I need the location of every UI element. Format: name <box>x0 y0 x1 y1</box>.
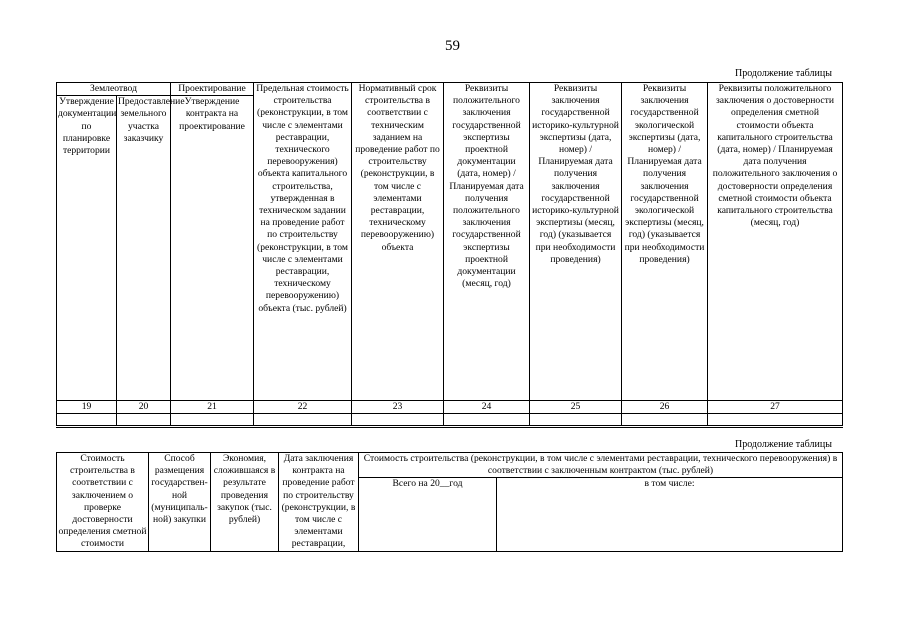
main-table <box>56 82 843 426</box>
second-table <box>56 452 843 552</box>
header-land-allocation: Землеотвод <box>57 83 171 96</box>
column-number: 20 <box>117 401 171 414</box>
header-state-expertise: Реквизиты положительного заключения государственной экспертизы проектной документации (дата, номер) / Планируемая дата получения положительного заключения государственной экспертизы проектной документации (месяц, год) <box>444 83 530 401</box>
table-cell <box>530 414 622 426</box>
header-max-cost: Предельная стоимость строительства (реконструкции, в том числе с элементами реставрации, технического перевооружения) объекта капитального строительства, утвержденная в техническом задании на проведение работ по строительству (реконструкции, в том числе с элементами реставрации, техническому перевооружению) объекта (тыс. рублей) <box>254 83 352 401</box>
table-cell <box>254 414 352 426</box>
table-cell <box>57 414 117 426</box>
header-cost-check: Стоимость строительства в соответствии с заключением о проверке достоверности определения сметной стоимости <box>57 453 149 552</box>
table-bottom-rule <box>56 427 843 428</box>
column-number: 26 <box>622 401 708 414</box>
table-cell <box>352 414 444 426</box>
table-cell <box>171 414 254 426</box>
header-cost-reliability: Реквизиты положительного заключения о достоверности определения сметной стоимости объекта капитального строительства (дата, номер) / Планируемая дата получения положительного заключения о достоверности определения сметной стоимости объекта капитального строительства (месяц, год) <box>708 83 843 401</box>
column-number: 19 <box>57 401 117 414</box>
header-design: Проектирование <box>171 83 254 96</box>
header-historical-expertise: Реквизиты заключения государственной историко-культурной экспертизы (дата, номер) / Планируемая дата получения заключения государственной историко-культурной экспертизы (месяц, год) (указывается при необходимости проведения) <box>530 83 622 401</box>
table-cell <box>622 414 708 426</box>
column-number: 23 <box>352 401 444 414</box>
header-contract-cost: Стоимость строительства (реконструкции, в том числе с элементами реставрации, технического перевооружения) в соответствии с заключенным контрактом (тыс. рублей) <box>359 453 843 478</box>
header-ecological-expertise: Реквизиты заключения государственной экологической экспертизы (дата, номер) / Планируемая дата получения заключения государственной экологической экспертизы (месяц, год) (указывается при необходимости проведения) <box>622 83 708 401</box>
table-cell <box>444 414 530 426</box>
header-procurement-method: Способ размещения государствен-ной (муниципаль-ной) закупки <box>149 453 211 552</box>
header-land-plot: Предоставление земельного участка заказчику <box>117 96 171 401</box>
page-number: 59 <box>445 38 460 54</box>
column-number: 27 <box>708 401 843 414</box>
column-number: 25 <box>530 401 622 414</box>
header-territory-planning: Утверждение документации по планировке территории <box>57 96 117 401</box>
header-normative-term: Нормативный срок строительства в соответствии с техническим заданием на проведение работ по строительству (реконструкции, в том числе с элементами реставрации, техническому перевооружению) объекта <box>352 83 444 401</box>
column-number: 22 <box>254 401 352 414</box>
table-cell <box>117 414 171 426</box>
header-including: в том числе: <box>497 478 843 552</box>
continuation-label: Продолжение таблицы <box>735 68 832 79</box>
header-savings: Экономия, сложившаяся в результате проведения закупок (тыс. рублей) <box>211 453 279 552</box>
header-contract-date: Дата заключения контракта на проведение работ по строительству (реконструкции, в том числе с элементами реставрации, <box>279 453 359 552</box>
continuation-label: Продолжение таблицы <box>735 439 832 450</box>
column-number: 24 <box>444 401 530 414</box>
header-total-year: Всего на 20__год <box>359 478 497 552</box>
header-design-contract: Утверждение контракта на проектирование <box>171 96 254 401</box>
table-cell <box>708 414 843 426</box>
column-number: 21 <box>171 401 254 414</box>
